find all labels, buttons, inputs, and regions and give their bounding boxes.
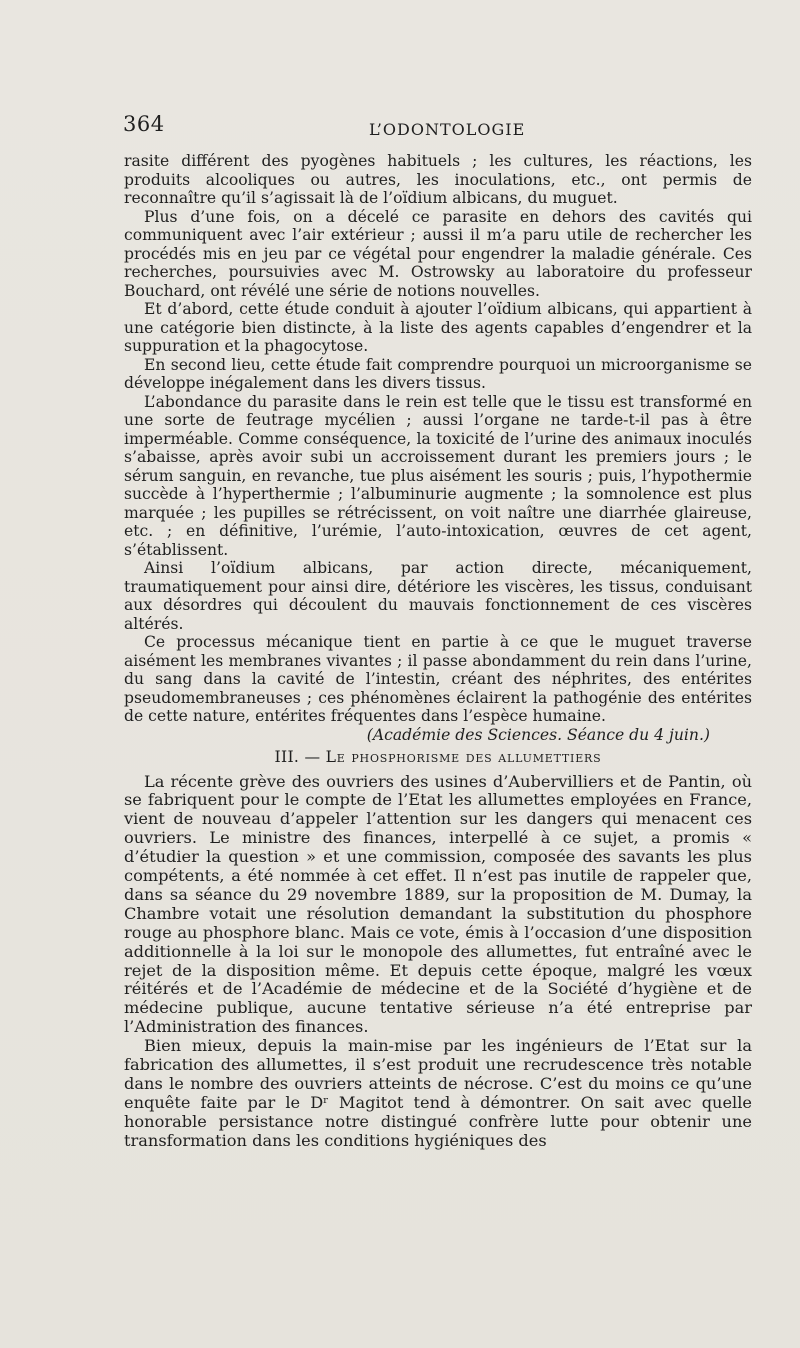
- paragraph: rasite différent des pyogènes habituels ; les cultures, les réactions, les produits alcooliques ou autres, les inoculations, etc., ont permis de reconnaître qu’il s’agissait là de l’oïdium albicans, du muguet.: [124, 152, 752, 207]
- article-body: [124, 152, 752, 1151]
- paragraph: L’abondance du parasite dans le rein est telle que le tissu est transformé en une sorte de feutrage mycélien ; aussi l’organe ne tarde-t-il pas à être imperméable. Comme conséquence, la toxicité de l’urine des animaux inoculés s’abaisse, après avoir subi un accroissement durant les premiers jours ; le sérum sanguin, en revanche, tue plus aisément les souris ; puis, l’hypothermie succède à l’hyperthermie ; l’albuminurie augmente ; la somnolence est plus marquée ; les pupilles se rétrécissent, on voit naître une diarrhée glaireuse, etc. ; en définitive, l’urémie, l’auto-intoxication, œuvres de cet agent, s’établissent.: [124, 392, 752, 559]
- source-citation: (Académie des Sciences. Séance du 4 juin.): [366, 725, 710, 744]
- paragraph: En second lieu, cette étude fait comprendre pourquoi un microorganisme se développe inégalement dans les divers tissus.: [124, 355, 752, 392]
- paragraph: Ainsi l’oïdium albicans, par action directe, mécaniquement, traumatiquement pour ainsi dire, détériore les viscères, les tissus, conduisant aux désordres qui découlent du mauvais fonctionnement de ces viscères altérés.: [124, 559, 752, 633]
- section-numeral: III.: [274, 748, 300, 766]
- page-header: [123, 112, 753, 142]
- paragraph: La récente grève des ouvriers des usines d’Aubervilliers et de Pantin, où se fabriquent pour le compte de l’Etat les allumettes employées en France, vient de nouveau d’appeler l’attention sur les dangers qui menacent ces ouvriers. Le ministre des finances, interpellé à ce sujet, a promis « d’étudier la question » et une commission, composée des savants les plus compétents, a été nommée à cet effet. Il n’est pas inutile de rappeler que, dans sa séance du 29 novembre 1889, sur la proposition de M. Dumay, la Chambre votait une résolution demandant la substitution du phosphore rouge au phosphore blanc. Mais ce vote, émis à l’occasion d’une disposition additionnelle à la loi sur le monopole des allumettes, fut entraîné avec le rejet de la disposition même. Et depuis cette époque, malgré les vœux réitérés et de l’Académie de médecine et de la Société d’hygiène et de médecine publique, aucune tentative sérieuse n’a été entreprise par l’Administration des finances.: [124, 771, 752, 1037]
- running-title: L’ODONTOLOGIE: [369, 120, 526, 139]
- paragraph: Et d’abord, cette étude conduit à ajouter l’oïdium albicans, qui appartient à une catégorie bien distincte, à la liste des agents capables d’engendrer et la suppuration et la phagocytose.: [124, 300, 752, 355]
- section-heading: III. — Le phosphorisme des allumettiers: [274, 748, 602, 766]
- section-title: Le phosphorisme des allumettiers: [325, 748, 602, 766]
- page-number: 364: [123, 112, 165, 136]
- paragraph: Ce processus mécanique tient en partie à ce que le muguet traverse aisément les membranes vivantes ; il passe abondamment du rein dans l’urine, du sang dans la cavité de l’intestin, créant des néphrites, des entérites pseudomembraneuses ; ces phénomènes éclairent la pathogénie des entérites de cette nature, entérites fréquentes dans l’espèce humaine.: [124, 633, 752, 725]
- section-body: [124, 773, 752, 1151]
- paragraph: Plus d’une fois, on a décelé ce parasite en dehors des cavités qui communiquent avec l’air extérieur ; aussi il m’a paru utile de rechercher les procédés mis en jeu par ce végétal pour engendrer la maladie générale. Ces recherches, poursuivies avec M. Ostrowsky au laboratoire du professeur Bouchard, ont révélé une série de notions nouvelles.: [124, 207, 752, 300]
- paragraph: Bien mieux, depuis la main-mise par les ingénieurs de l’Etat sur la fabrication des allumettes, il s’est produit une recrudescence très notable dans le nombre des ouvriers atteints de nécrose. C’est du moins ce qu’une enquête faite par le Dʳ Magitot tend à démontrer. On sait avec quelle honorable persistance notre distingué confrère lutte pour obtenir une transformation dans les conditions hygiéniques des: [124, 1036, 752, 1150]
